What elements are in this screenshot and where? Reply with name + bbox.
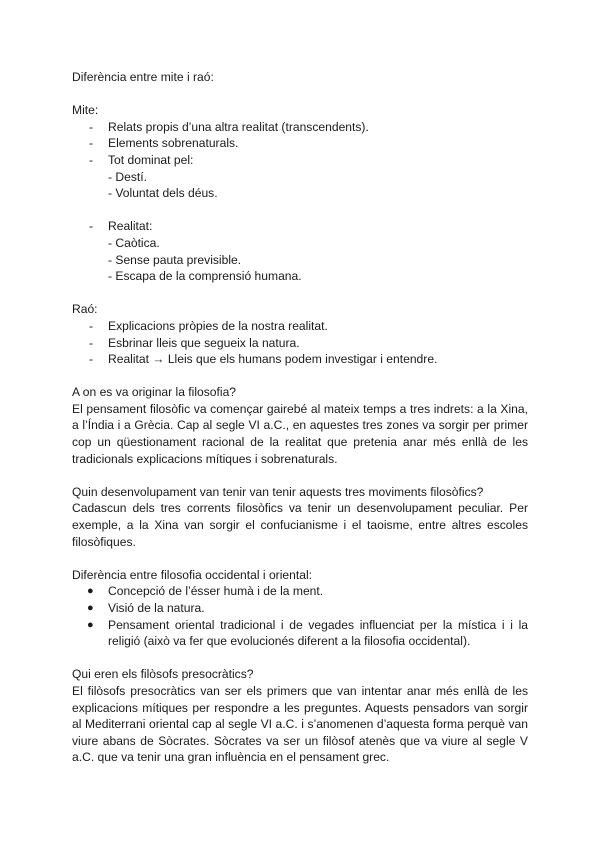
mite-heading: Mite: [72, 103, 99, 118]
occidental-item: ● Visió de la natura. [87, 601, 205, 615]
section-answer: El pensament filosòfic va començar gairebé al mateix temps a tres indrets: a la Xina, a l’Índia i a Grècia. Cap al segle VI a.C., en aquestes tres zones va sorgir per primer cop un qüestionament racional de la realitat que pretenia anar més enllà de les tradicionals explicacions mítiques i sobrenaturals. [72, 401, 528, 466]
bullet-marker: ● [87, 618, 94, 631]
rao-item: - Explicacions pròpies de la nostra realitat. [89, 318, 328, 333]
dash-marker: - [89, 352, 94, 367]
mite-item: - Relats propis d’una altra realitat (transcendents). [89, 119, 369, 134]
rao-item: - Realitat → Lleis que els humans podem investigar i entendre. [89, 352, 438, 367]
section-question: Quin desenvolupament van tenir van tenir aquests tres moviments filosòfics? [72, 484, 484, 499]
document-page [72, 69, 528, 766]
mite-sub-item: - Destí. [108, 169, 147, 184]
mite-item: - Realitat: [89, 219, 153, 234]
dash-marker: - [89, 219, 94, 234]
realitat-sub-item: - Sense pauta previsible. [108, 252, 242, 267]
section-answer: Cadascun dels tres corrents filosòfics va tenir un desenvolupament peculiar. Per exemple, a la Xina van sorgir el confucianisme i el taoisme, entre altres escoles filosòfiques. [72, 501, 528, 549]
mite-item: - Tot dominat pel: [89, 152, 194, 167]
bullet-marker: ● [87, 602, 94, 614]
mite-sub-item: - Voluntat dels déus. [108, 186, 218, 201]
rao-item: - Esbrinar lleis que segueix la natura. [89, 335, 300, 350]
dash-marker: - [89, 318, 94, 333]
dash-marker: - [89, 136, 94, 151]
mite-item: - Elements sobrenaturals. [89, 136, 239, 151]
dash-marker: - [89, 152, 94, 167]
presocratics-question: Qui eren els filòsofs presocràtics? [72, 667, 254, 682]
occidental-heading: Diferència entre filosofia occidental i oriental: [72, 567, 312, 582]
occidental-item: ● Concepció de l’ésser humà i de la ment. [87, 584, 324, 599]
presocratics-answer: El filòsofs presocràtics van ser els primers que van intentar anar més enllà de les explicacions mítiques per respondre a les preguntes. Aquests pensadors van sorgir al Mediterrani oriental cap al segle VI a.C. i s’anomenen d’aquesta forma perquè van viure abans de Sòcrates. Sòcrates va ser un filòsof atenès que va viure al segle V a.C. que va tenir una gran influència en el pensament grec. [72, 683, 528, 765]
dash-marker: - [89, 119, 94, 134]
section-question: A on es va originar la filosofia? [72, 385, 237, 400]
realitat-sub-item: - Caòtica. [108, 235, 160, 250]
bullet-marker: ● [87, 585, 94, 598]
realitat-sub-item: - Escapa de la comprensió humana. [108, 269, 302, 284]
document-title: Diferència entre mite i raó: [72, 70, 214, 84]
occidental-item: ● Pensament oriental tradicional i de vegades influenciat per la mística i i la religió (això va fer que evolucionés diferent a la filosofia occidental). [87, 617, 528, 649]
dash-marker: - [89, 335, 94, 350]
rao-heading: Raó: [72, 302, 98, 317]
